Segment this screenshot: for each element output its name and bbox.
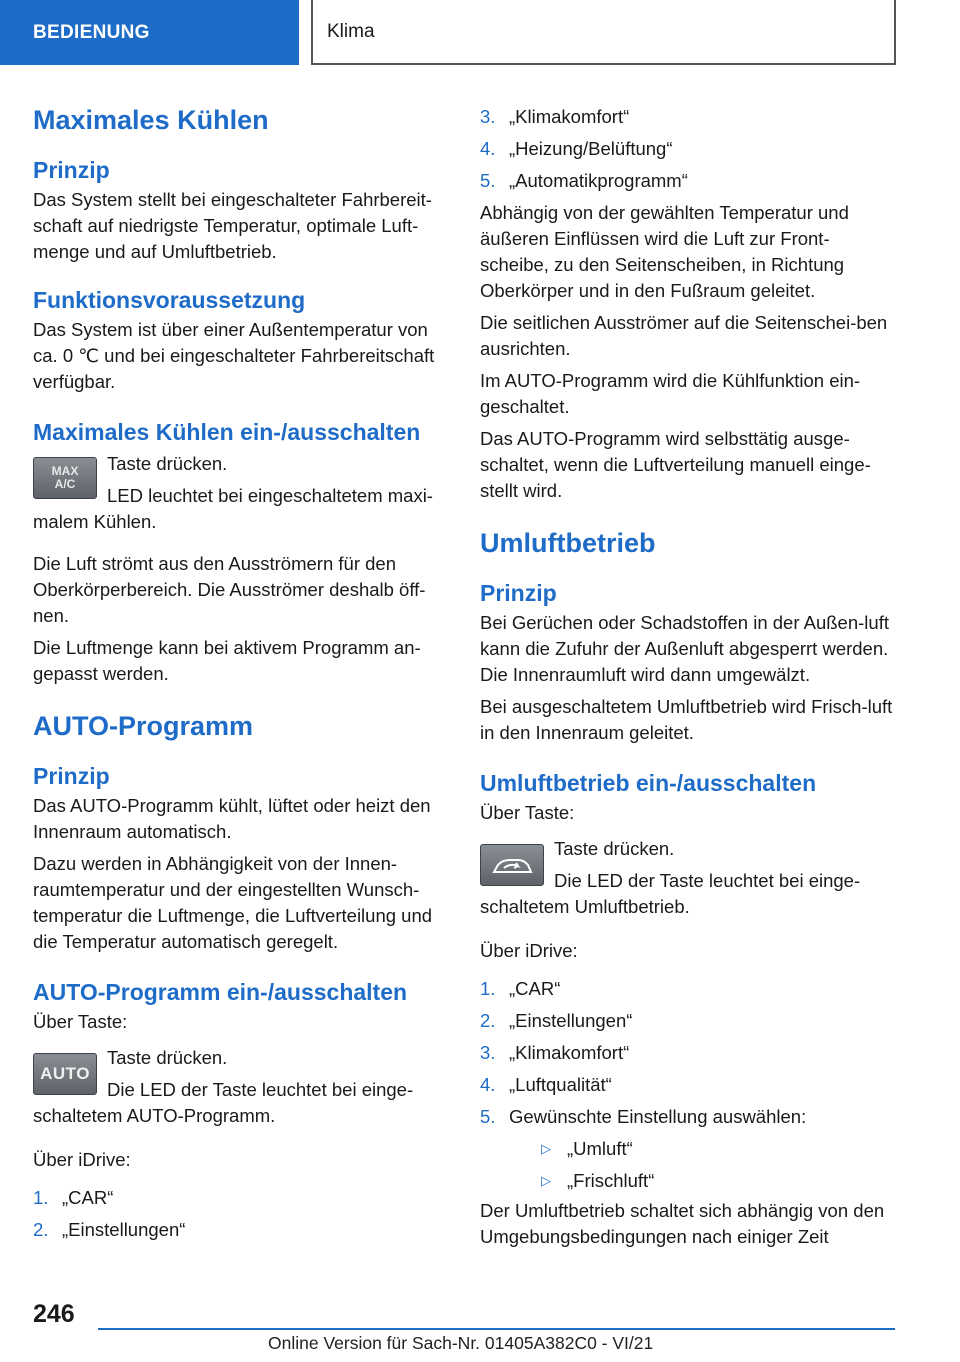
heading-prinzip: Prinzip — [33, 763, 110, 789]
idrive-steps-continued — [480, 104, 898, 194]
list-item: 1. „CAR“ — [480, 978, 561, 999]
paragraph: Dazu werden in Abhängigkeit von der Innen-raumtemperatur und der eingestellten Wunsch-temperatur die Luftmenge, die Luftverteilung und die Temperatur automatisch geregelt. — [33, 853, 433, 952]
list-item: 4. „Heizung/Belüftung“ — [480, 138, 673, 159]
sub-list-item: ▷ „Umluft“ — [538, 1136, 898, 1162]
list-item: 5. Gewünschte Einstellung auswählen: ▷ „Umluft“ ▷ „Frischluft“ — [480, 1104, 898, 1194]
paragraph: Die seitlichen Ausströmer auf die Seitenschei-ben ausrichten. — [480, 312, 888, 359]
heading-prinzip: Prinzip — [480, 580, 557, 606]
paragraph: Über Taste: — [480, 802, 575, 823]
triangle-bullet-icon: ▷ — [541, 1141, 551, 1156]
idrive-steps — [480, 976, 898, 1194]
paragraph: Im AUTO-Programm wird die Kühlfunktion ein-geschaltet. — [480, 370, 861, 417]
page-number: 246 — [33, 1300, 75, 1328]
list-item: 3. „Klimakomfort“ — [480, 1042, 630, 1063]
header-section-label: BEDIENUNG — [0, 0, 299, 65]
heading-auto-programm-onoff: AUTO-Programm ein-/ausschalten — [33, 979, 408, 1005]
paragraph: Die LED der Taste leuchtet bei einge-schaltetem Umluftbetrieb. — [480, 870, 861, 917]
heading-maximales-kuehlen: Maximales Kühlen — [33, 105, 269, 135]
idrive-steps — [33, 1185, 451, 1243]
paragraph: Taste drücken. — [107, 453, 228, 474]
paragraph: Über Taste: — [33, 1011, 128, 1032]
paragraph: Abhängig von der gewählten Temperatur und äußeren Einflüssen wird die Luft zur Front-scheibe, zu den Seitenscheiben, in Richtung Oberkörper und in den Fußraum geleitet. — [480, 202, 849, 301]
header-chapter-title: Klima — [311, 0, 896, 65]
heading-umluftbetrieb-onoff: Umluftbetrieb ein-/ausschalten — [480, 770, 817, 796]
triangle-bullet-icon: ▷ — [541, 1173, 551, 1188]
paragraph: Die Luftmenge kann bei aktivem Programm an-gepasst werden. — [33, 637, 421, 684]
list-item: 1. „CAR“ — [33, 1187, 114, 1208]
paragraph: Das System ist über einer Außentemperatur von ca. 0 ℃ und bei eingeschalteter Fahrbereitschaft verfügbar. — [33, 319, 435, 392]
car-recirculation-icon — [490, 853, 534, 877]
heading-umluftbetrieb: Umluftbetrieb — [480, 528, 656, 558]
paragraph: Die LED der Taste leuchtet bei einge-schaltetem AUTO-Programm. — [33, 1079, 414, 1126]
right-column — [480, 100, 898, 1250]
left-column — [33, 100, 451, 1249]
max-ac-instruction — [33, 451, 451, 535]
paragraph: Das System stellt bei eingeschalteter Fahrbereit-schaft auf niedrigste Temperatur, optimale Luft-menge und auf Umluftbetrieb. — [33, 189, 432, 262]
list-item: 2. „Einstellungen“ — [33, 1219, 186, 1240]
heading-funktionsvoraussetzung: Funktionsvoraussetzung — [33, 287, 306, 313]
recirculation-button-icon — [480, 844, 544, 886]
heading-prinzip: Prinzip — [33, 157, 110, 183]
recirculation-instruction — [480, 836, 898, 920]
max-ac-button-icon: MAX A/C — [33, 457, 97, 499]
list-item: 3. „Klimakomfort“ — [480, 106, 630, 127]
paragraph: Taste drücken. — [107, 1047, 228, 1068]
paragraph: Das AUTO-Programm kühlt, lüftet oder heizt den Innenraum automatisch. — [33, 795, 431, 842]
paragraph: Die Luft strömt aus den Ausströmern für den Oberkörperbereich. Die Ausströmer deshalb öff-nen. — [33, 553, 426, 626]
paragraph: Taste drücken. — [554, 838, 675, 859]
sub-options — [509, 1136, 898, 1194]
footer-version-text: Online Version für Sach-Nr. 01405A382C0 - VI/21 — [268, 1333, 654, 1353]
paragraph: Bei Gerüchen oder Schadstoffen in der Außen-luft kann die Zufuhr der Außenluft abgesperrt werden. Die Innenraumluft wird dann umgewälzt. — [480, 612, 889, 685]
list-item: 5. „Automatikprogramm“ — [480, 170, 688, 191]
paragraph: Über iDrive: — [33, 1149, 131, 1170]
sub-list-item: ▷ „Frischluft“ — [538, 1168, 898, 1194]
auto-instruction — [33, 1045, 451, 1129]
list-item: 4. „Luftqualität“ — [480, 1074, 612, 1095]
paragraph: Über iDrive: — [480, 940, 578, 961]
paragraph: Das AUTO-Programm wird selbsttätig ausge-schaltet, wenn die Luftverteilung manuell einge-stellt wird. — [480, 428, 871, 501]
footer-divider — [98, 1328, 895, 1330]
paragraph: Der Umluftbetrieb schaltet sich abhängig von den Umgebungsbedingungen nach einiger Zeit — [480, 1200, 885, 1247]
auto-button-icon: AUTO — [33, 1053, 97, 1095]
paragraph: LED leuchtet bei eingeschaltetem maxi-malem Kühlen. — [33, 485, 433, 532]
paragraph: Bei ausgeschaltetem Umluftbetrieb wird Frisch-luft in den Innenraum geleitet. — [480, 696, 893, 743]
list-item: 2. „Einstellungen“ — [480, 1010, 633, 1031]
heading-maximales-kuehlen-onoff: Maximales Kühlen ein-/ausschalten — [33, 419, 421, 445]
heading-auto-programm: AUTO-Programm — [33, 711, 254, 741]
